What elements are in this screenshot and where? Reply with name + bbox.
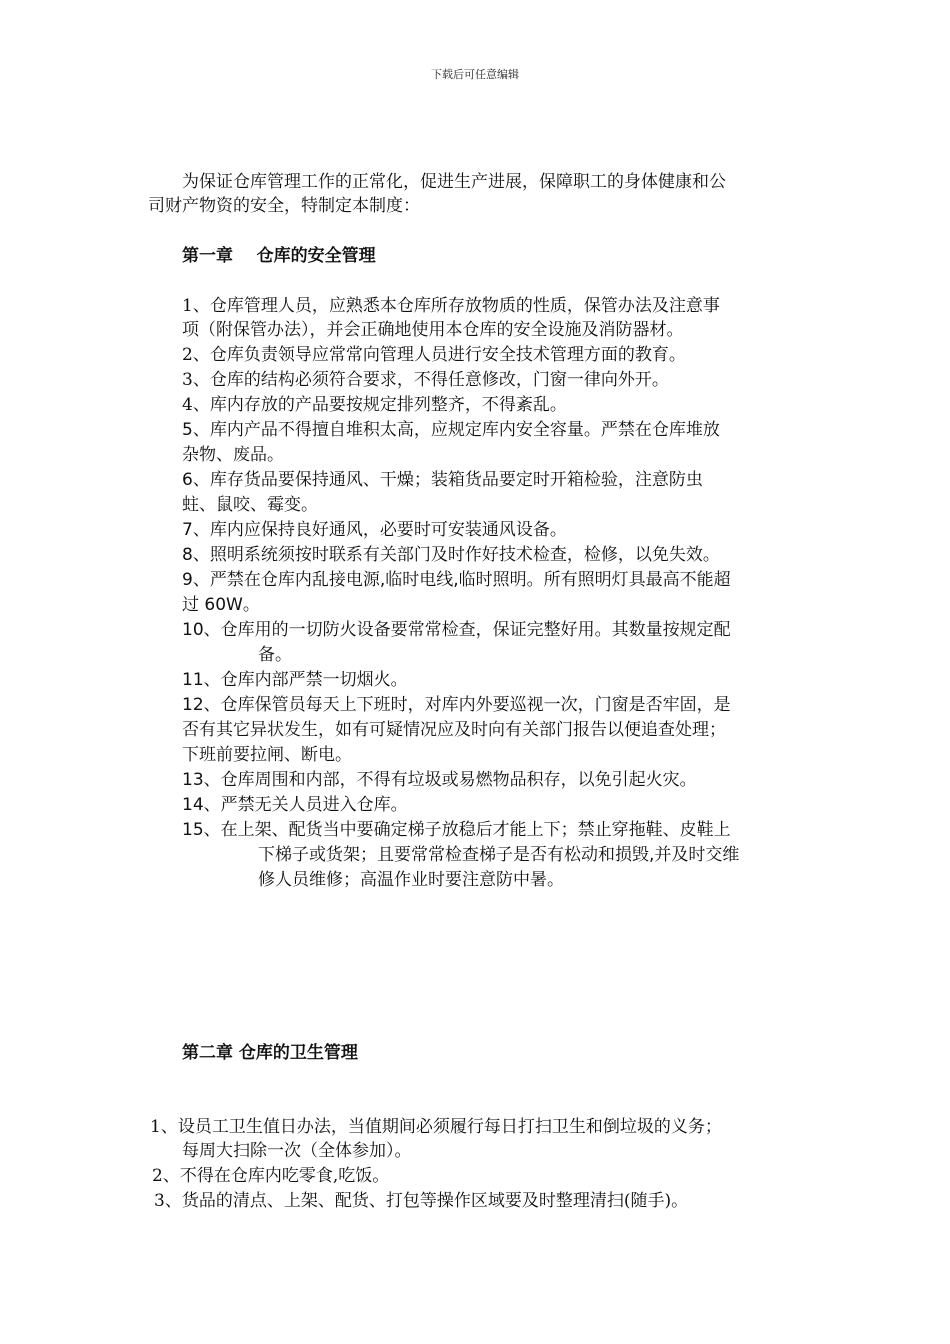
list-item: 9、严禁在仓库内乱接电源,临时电线,临时照明。所有照明灯具最高不能超 xyxy=(182,570,731,590)
list-item: 下班前要拉闸、断电。 xyxy=(182,745,352,765)
list-item: 备。 xyxy=(258,645,292,665)
list-item: 7、库内应保持良好通风，必要时可安装通风设备。 xyxy=(182,520,567,540)
list-item: 否有其它异状发生，如有可疑情况应及时向有关部门报告以便追查处理； xyxy=(182,720,726,740)
list-item: 13、仓库周围和内部，不得有垃圾或易燃物品积存，以免引起火灾。 xyxy=(182,770,697,790)
chapter-2-title: 第二章 仓库的卫生管理 xyxy=(182,1043,358,1063)
list-item: 1、设员工卫生值日办法，当值期间必须履行每日打扫卫生和倒垃圾的义务； xyxy=(150,1117,722,1137)
list-item: 14、严禁无关人员进入仓库。 xyxy=(182,795,408,815)
list-item: 5、库内产品不得擅自堆积太高，应规定库内安全容量。严禁在仓库堆放 xyxy=(182,420,720,440)
chapter-1-title: 第一章 仓库的安全管理 xyxy=(182,246,376,266)
list-item: 6、库存货品要保持通风、干燥；装箱货品要定时开箱检验，注意防虫 xyxy=(182,470,703,490)
list-item: 4、库内存放的产品要按规定排列整齐，不得紊乱。 xyxy=(182,395,567,415)
list-item: 2、仓库负责领导应常常向管理人员进行安全技术管理方面的教育。 xyxy=(182,345,686,365)
list-item: 每周大扫除一次（全体参加）。 xyxy=(182,1141,412,1161)
list-item: 杂物、废品。 xyxy=(182,445,284,465)
list-item: 蛀、鼠咬、霉变。 xyxy=(182,495,318,515)
list-item: 11、仓库内部严禁一切烟火。 xyxy=(182,670,408,690)
list-item: 项（附保管办法），并会正确地使用本仓库的安全设施及消防器材。 xyxy=(182,320,684,340)
list-item: 3、仓库的结构必须符合要求，不得任意修改，门窗一律向外开。 xyxy=(182,370,669,390)
list-item: 1、仓库管理人员，应熟悉本仓库所存放物质的性质，保管办法及注意事 xyxy=(182,296,720,316)
intro-line-2: 司财产物资的安全，特制定本制度： xyxy=(148,196,420,216)
list-item: 修人员维修；高温作业时要注意防中暑。 xyxy=(258,870,564,890)
list-item: 15、在上架、配货当中要确定梯子放稳后才能上下；禁止穿拖鞋、皮鞋上 xyxy=(182,820,731,840)
list-item: 12、仓库保管员每天上下班时，对库内外要巡视一次，门窗是否牢固，是 xyxy=(182,695,731,715)
intro-line-1: 为保证仓库管理工作的正常化，促进生产进展，保障职工的身体健康和公 xyxy=(182,172,726,192)
list-item: 3、货品的清点、上架、配货、打包等操作区域要及时整理清扫(随手)。 xyxy=(154,1191,689,1211)
list-item: 8、照明系统须按时联系有关部门及时作好技术检查，检修，以免失效。 xyxy=(182,545,720,565)
list-item: 10、仓库用的一切防火设备要常常检查，保证完整好用。其数量按规定配 xyxy=(182,620,731,640)
list-item: 下梯子或货架；且要常常检查梯子是否有松动和损毁,并及时交维 xyxy=(258,845,740,865)
list-item: 2、不得在仓库内吃零食,吃饭。 xyxy=(152,1166,390,1186)
list-item: 过 60W。 xyxy=(182,595,260,615)
page-header: 下载后可任意编辑 xyxy=(431,68,519,81)
